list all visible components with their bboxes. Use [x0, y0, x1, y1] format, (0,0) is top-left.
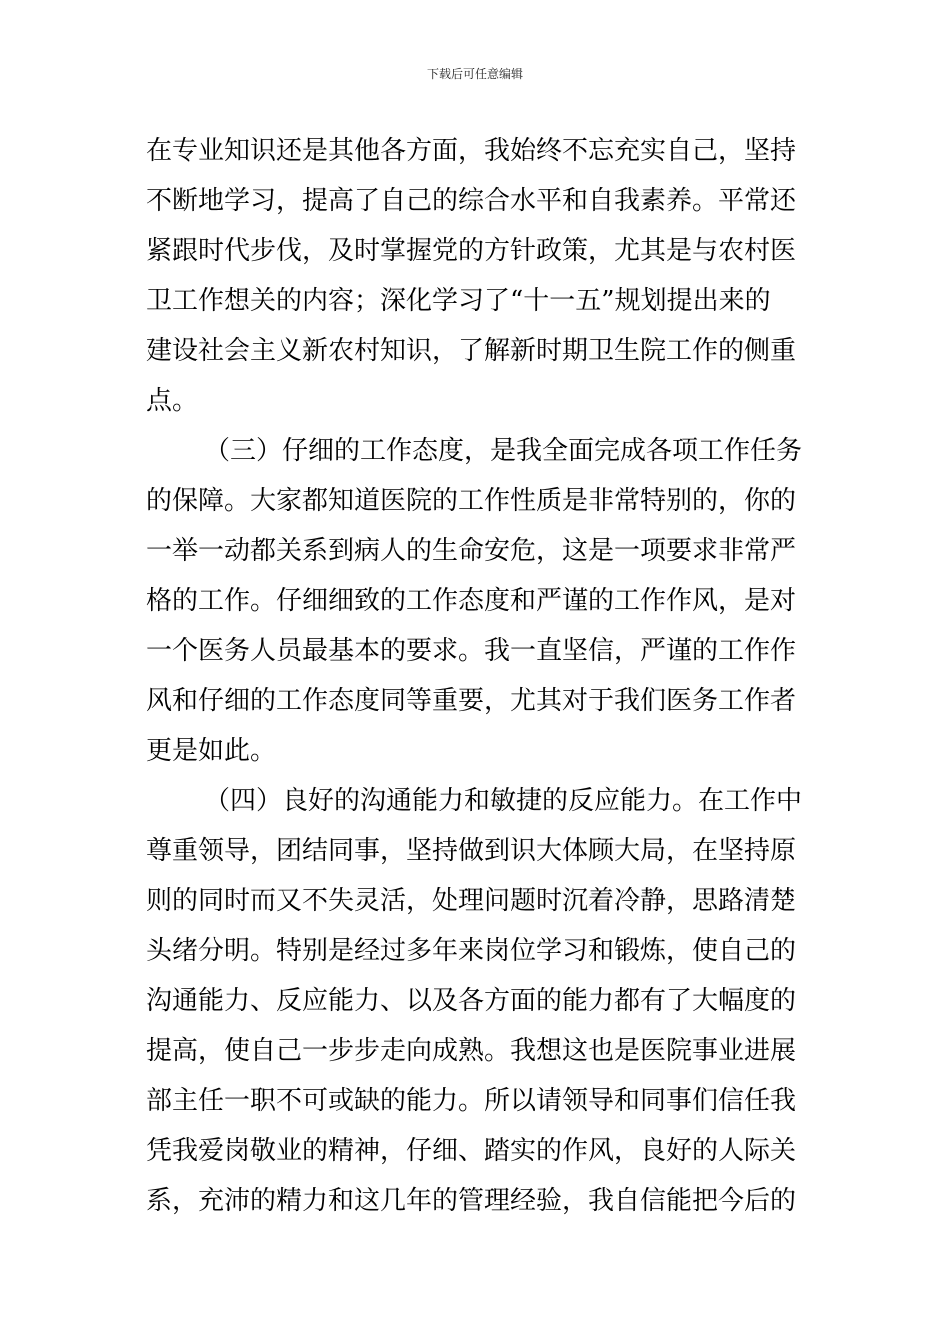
text-line: 更是如此。	[146, 736, 277, 766]
text-line: 提高，使自己一步步走向成熟。我想这也是医院事业进展	[146, 1036, 797, 1066]
text-line: 的保障。大家都知道医院的工作性质是非常特别的，你的	[146, 486, 797, 516]
text-line: 部主任一职不可或缺的能力。所以请领导和同事们信任我	[146, 1086, 797, 1116]
page-header: 下载后可任意编辑	[426, 67, 523, 81]
text-line: （三）仔细的工作态度，是我全面完成各项工作任务	[204, 436, 803, 466]
text-line: 不断地学习，提高了自己的综合水平和自我素养。平常还	[146, 186, 797, 216]
text-line: 尊重领导，团结同事，坚持做到识大体顾大局，在坚持原	[146, 836, 797, 866]
text-line: 则的同时而又不失灵活，处理问题时沉着冷静，思路清楚	[146, 886, 797, 916]
text-line: 在专业知识还是其他各方面，我始终不忘充实自己，坚持	[146, 136, 797, 166]
text-line: 头绪分明。特别是经过多年来岗位学习和锻炼，使自己的	[146, 936, 797, 966]
text-line: 卫工作想关的内容；深化学习了“十一五”规划提出来的	[146, 286, 771, 316]
body-text	[146, 126, 810, 1226]
text-line: 凭我爱岗敬业的精神，仔细、踏实的作风，良好的人际关	[146, 1136, 797, 1166]
text-line: 建设社会主义新农村知识，了解新时期卫生院工作的侧重	[146, 336, 797, 366]
text-line: 格的工作。仔细细致的工作态度和严谨的工作作风，是对	[146, 586, 797, 616]
text-line: （四）良好的沟通能力和敏捷的反应能力。在工作中	[204, 786, 803, 816]
text-line: 系，充沛的精力和这几年的管理经验，我自信能把今后的	[146, 1186, 797, 1216]
text-line: 一举一动都关系到病人的生命安危，这是一项要求非常严	[146, 536, 797, 566]
text-line: 紧跟时代步伐，及时掌握党的方针政策，尤其是与农村医	[146, 236, 797, 266]
text-line: 沟通能力、反应能力、以及各方面的能力都有了大幅度的	[146, 986, 797, 1016]
text-line: 一个医务人员最基本的要求。我一直坚信，严谨的工作作	[146, 636, 797, 666]
text-line: 风和仔细的工作态度同等重要，尤其对于我们医务工作者	[146, 686, 797, 716]
text-line: 点。	[146, 386, 199, 416]
